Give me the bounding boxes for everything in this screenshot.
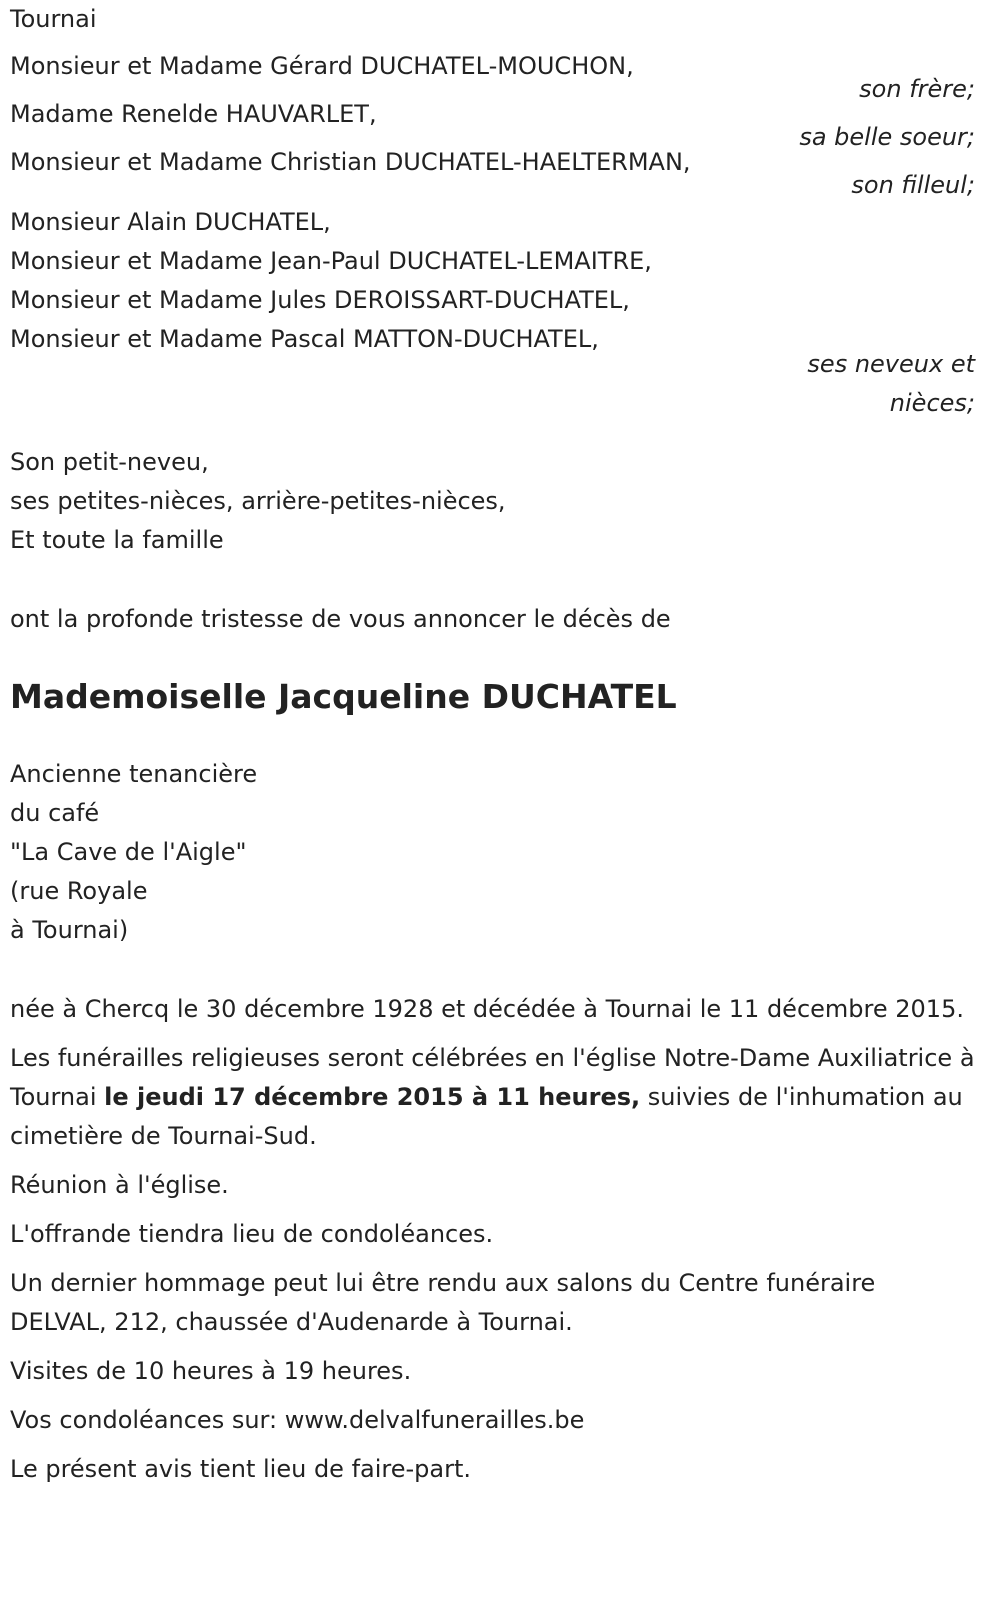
announcement: ont la profonde tristesse de vous annoncer le décès de xyxy=(10,605,671,633)
funeral-text xyxy=(10,1039,975,1156)
nephews-relation-line: nièces; xyxy=(889,389,975,417)
birth-death-text: née à Chercq le 30 décembre 1928 et décédée à Tournai le 11 décembre 2015. xyxy=(10,995,964,1023)
condolences-text: Vos condoléances sur: www.delvalfunerailles.be xyxy=(10,1406,585,1434)
nephews-list xyxy=(10,203,975,423)
description-line: "La Cave de l'Aigle" xyxy=(10,838,247,866)
others-list xyxy=(10,443,975,560)
others-line: ses petites-nièces, arrière-petites-nièces, xyxy=(10,487,506,515)
family-relation: son frère; xyxy=(859,75,975,103)
funeral-date: le jeudi 17 décembre 2015 à 11 heures, xyxy=(104,1083,641,1111)
family-name: Madame Renelde HAUVARLET, xyxy=(10,100,377,128)
deceased-description xyxy=(10,755,975,950)
description-line: à Tournai) xyxy=(10,916,129,944)
family-name: Monsieur et Madame Gérard DUCHATEL-MOUCHON, xyxy=(10,52,634,80)
description-line: du café xyxy=(10,799,100,827)
nephew-name: Monsieur et Madame Pascal MATTON-DUCHATEL, xyxy=(10,325,599,353)
deceased-name: Mademoiselle Jacqueline DUCHATEL xyxy=(10,677,677,716)
nephews-relation-line: ses neveux et xyxy=(807,350,975,378)
description-line: (rue Royale xyxy=(10,877,148,905)
nephew-name: Monsieur et Madame Jean-Paul DUCHATEL-LEMAITRE, xyxy=(10,247,652,275)
family-name: Monsieur et Madame Christian DUCHATEL-HAELTERMAN, xyxy=(10,148,691,176)
notice-text: Le présent avis tient lieu de faire-part. xyxy=(10,1455,472,1483)
tribute-text: Un dernier hommage peut lui être rendu aux salons du Centre funéraire DELVAL, 212, chaussée d'Audenarde à Tournai. xyxy=(10,1269,876,1336)
city: Tournai xyxy=(10,5,97,33)
nephew-name: Monsieur Alain DUCHATEL, xyxy=(10,208,331,236)
offering-text: L'offrande tiendra lieu de condoléances. xyxy=(10,1220,494,1248)
others-line: Et toute la famille xyxy=(10,526,224,554)
description-line: Ancienne tenancière xyxy=(10,760,258,788)
family-relation: son filleul; xyxy=(851,171,975,199)
nephew-name: Monsieur et Madame Jules DEROISSART-DUCHATEL, xyxy=(10,286,630,314)
others-line: Son petit-neveu, xyxy=(10,448,209,476)
family-relation: sa belle soeur; xyxy=(799,123,975,151)
meeting-text: Réunion à l'église. xyxy=(10,1171,229,1199)
funeral-text-after: suivies de l'inhumation au cimetière de Tournai-Sud. xyxy=(10,1083,963,1150)
visits-text: Visites de 10 heures à 19 heures. xyxy=(10,1357,412,1385)
obituary-notice xyxy=(10,0,975,1499)
funeral-text-before: Les funérailles religieuses seront célébrées en l'église Notre-Dame Auxiliatrice à Tournai xyxy=(10,1044,975,1111)
